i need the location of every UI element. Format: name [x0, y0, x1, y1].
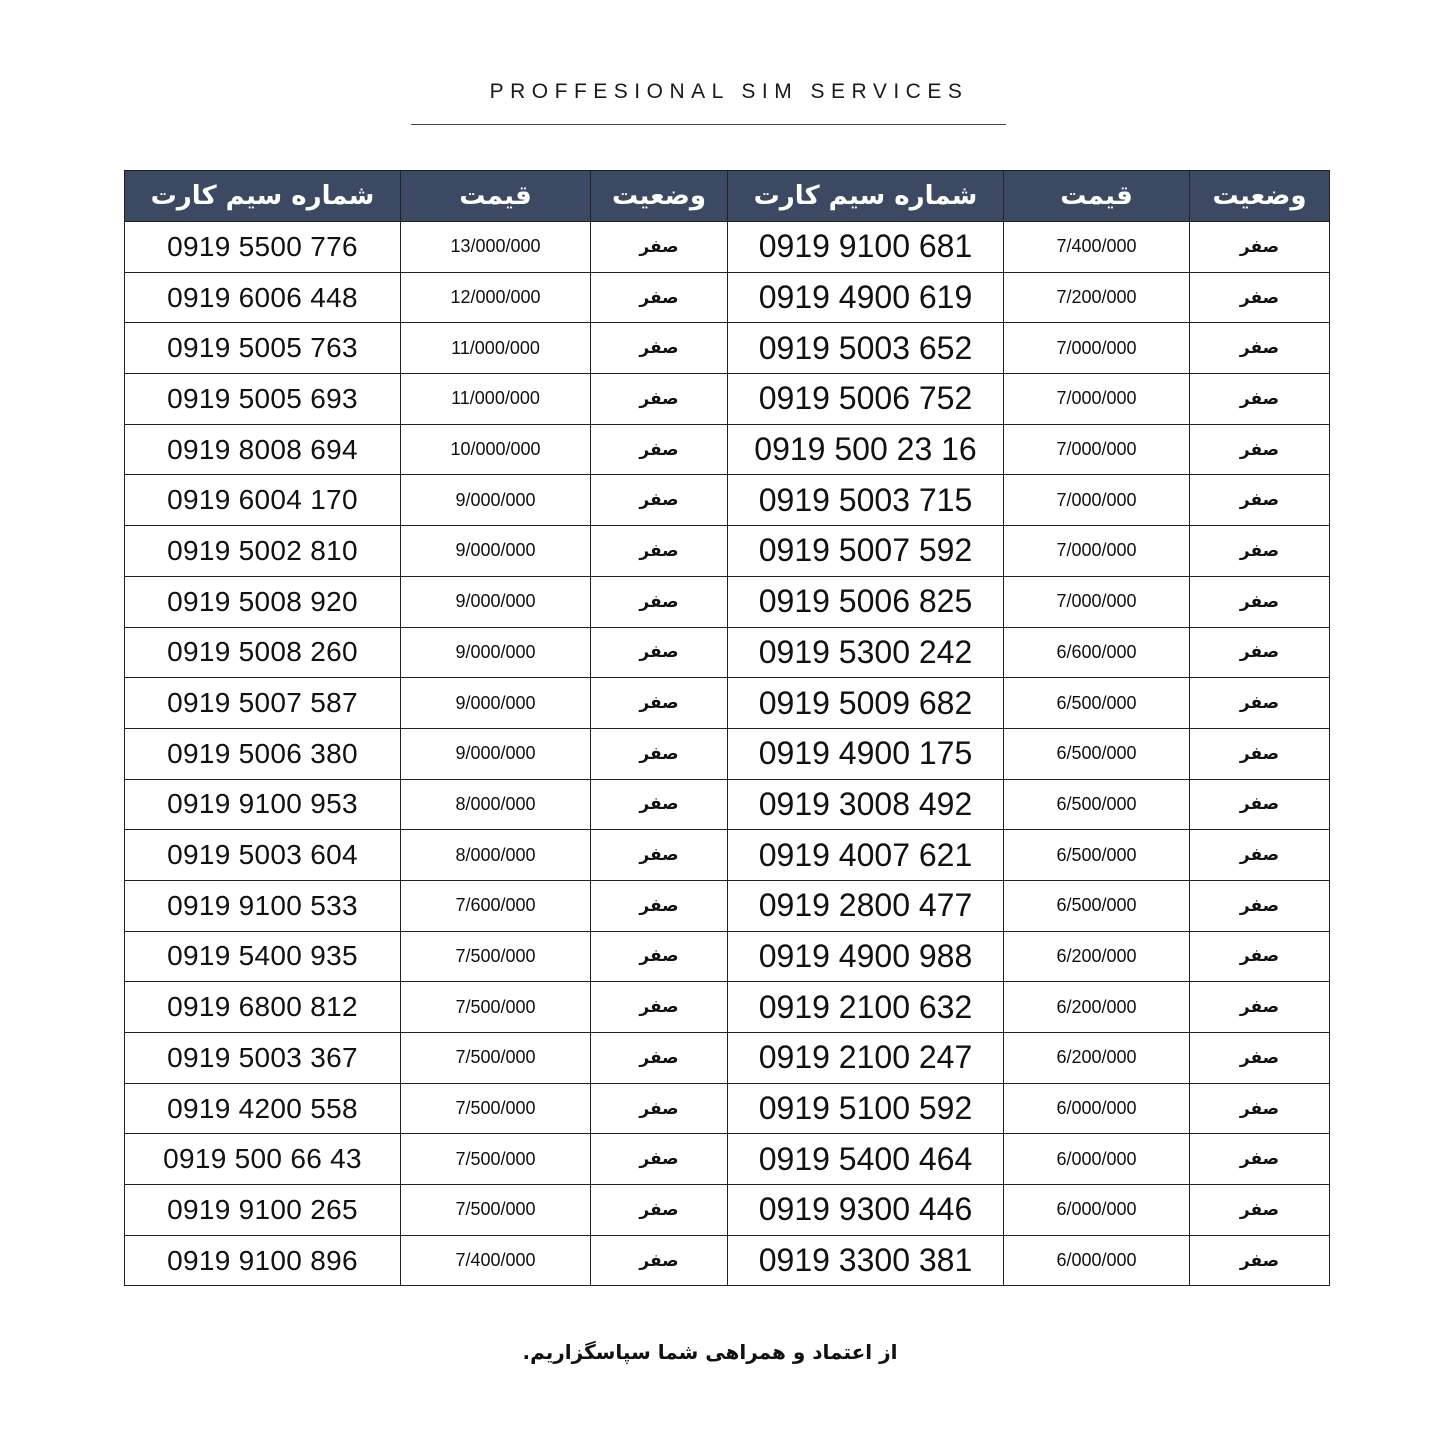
- sim-number-left: 0919 9100 265: [125, 1185, 401, 1236]
- table-row: [125, 1185, 1330, 1236]
- sim-number-left: 0919 9100 533: [125, 880, 401, 931]
- status-right: صفر: [1190, 678, 1330, 729]
- status-left: صفر: [591, 627, 728, 678]
- price-left: 7/500/000: [401, 1033, 591, 1084]
- status-right: صفر: [1190, 272, 1330, 323]
- price-left: 13/000/000: [401, 222, 591, 273]
- sim-number-right: 0919 4900 619: [728, 272, 1004, 323]
- status-right: صفر: [1190, 982, 1330, 1033]
- sim-number-left: 0919 6006 448: [125, 272, 401, 323]
- price-right: 6/000/000: [1004, 1235, 1190, 1286]
- price-left: 8/000/000: [401, 779, 591, 830]
- price-right: 7/400/000: [1004, 222, 1190, 273]
- table-row: [125, 222, 1330, 273]
- price-right: 7/000/000: [1004, 424, 1190, 475]
- status-left: صفر: [591, 323, 728, 374]
- table-row: [125, 1235, 1330, 1286]
- sim-number-right: 0919 5006 825: [728, 576, 1004, 627]
- table-row: [125, 830, 1330, 881]
- sim-number-left: 0919 5008 260: [125, 627, 401, 678]
- price-right: 7/000/000: [1004, 374, 1190, 425]
- sim-number-left: 0919 5003 367: [125, 1033, 401, 1084]
- sim-number-right: 0919 5003 715: [728, 475, 1004, 526]
- price-left: 11/000/000: [401, 323, 591, 374]
- status-left: صفر: [591, 374, 728, 425]
- header-status-right: وضعیت: [1190, 171, 1330, 222]
- sim-number-right: 0919 4900 175: [728, 728, 1004, 779]
- status-right: صفر: [1190, 1185, 1330, 1236]
- price-right: 6/600/000: [1004, 627, 1190, 678]
- sim-number-left: 0919 9100 953: [125, 779, 401, 830]
- sim-number-right: 0919 5400 464: [728, 1134, 1004, 1185]
- table-row: [125, 1033, 1330, 1084]
- table-row: [125, 931, 1330, 982]
- sim-number-left: 0919 6800 812: [125, 982, 401, 1033]
- sim-number-left: 0919 5500 776: [125, 222, 401, 273]
- sim-number-left: 0919 4200 558: [125, 1083, 401, 1134]
- price-right: 6/500/000: [1004, 728, 1190, 779]
- sim-number-right: 0919 9100 681: [728, 222, 1004, 273]
- sim-number-left: 0919 5008 920: [125, 576, 401, 627]
- sim-number-left: 0919 8008 694: [125, 424, 401, 475]
- sim-number-right: 0919 3300 381: [728, 1235, 1004, 1286]
- sim-number-left: 0919 5002 810: [125, 526, 401, 577]
- sim-number-left: 0919 5400 935: [125, 931, 401, 982]
- header-price-left: قیمت: [401, 171, 591, 222]
- price-right: 6/000/000: [1004, 1134, 1190, 1185]
- sim-number-left: 0919 5005 693: [125, 374, 401, 425]
- sim-number-right: 0919 2800 477: [728, 880, 1004, 931]
- table-row: [125, 374, 1330, 425]
- status-right: صفر: [1190, 374, 1330, 425]
- status-left: صفر: [591, 576, 728, 627]
- header-number-left: شماره سیم کارت: [125, 171, 401, 222]
- table-row: [125, 1134, 1330, 1185]
- sim-number-right: 0919 5007 592: [728, 526, 1004, 577]
- price-right: 6/000/000: [1004, 1185, 1190, 1236]
- status-left: صفر: [591, 475, 728, 526]
- price-left: 9/000/000: [401, 526, 591, 577]
- table-row: [125, 982, 1330, 1033]
- table-row: [125, 880, 1330, 931]
- price-left: 7/500/000: [401, 982, 591, 1033]
- status-right: صفر: [1190, 931, 1330, 982]
- status-right: صفر: [1190, 779, 1330, 830]
- status-left: صفر: [591, 678, 728, 729]
- price-left: 9/000/000: [401, 576, 591, 627]
- table-row: [125, 272, 1330, 323]
- status-left: صفر: [591, 272, 728, 323]
- header-number-right: شماره سیم کارت: [728, 171, 1004, 222]
- price-left: 7/500/000: [401, 1083, 591, 1134]
- sim-number-right: 0919 3008 492: [728, 779, 1004, 830]
- status-left: صفر: [591, 779, 728, 830]
- status-right: صفر: [1190, 323, 1330, 374]
- price-left: 9/000/000: [401, 627, 591, 678]
- price-left: 7/500/000: [401, 1185, 591, 1236]
- table-row: [125, 728, 1330, 779]
- status-left: صفر: [591, 526, 728, 577]
- thank-you-note: از اعتماد و همراهی شما سپاسگزاریم.: [522, 1340, 898, 1364]
- price-right: 6/500/000: [1004, 880, 1190, 931]
- sim-number-right: 0919 500 23 16: [728, 424, 1004, 475]
- price-right: 6/200/000: [1004, 931, 1190, 982]
- sim-number-left: 0919 9100 896: [125, 1235, 401, 1286]
- sim-number-right: 0919 5006 752: [728, 374, 1004, 425]
- table-row: [125, 678, 1330, 729]
- status-left: صفر: [591, 982, 728, 1033]
- status-left: صفر: [591, 880, 728, 931]
- price-left: 9/000/000: [401, 678, 591, 729]
- brand-title: PROFFESIONAL SIM SERVICES: [489, 80, 969, 103]
- status-right: صفر: [1190, 424, 1330, 475]
- status-left: صفر: [591, 1134, 728, 1185]
- table-row: [125, 424, 1330, 475]
- status-left: صفر: [591, 931, 728, 982]
- status-left: صفر: [591, 1083, 728, 1134]
- table-row: [125, 323, 1330, 374]
- sim-number-left: 0919 5006 380: [125, 728, 401, 779]
- sim-number-right: 0919 9300 446: [728, 1185, 1004, 1236]
- sim-number-right: 0919 5100 592: [728, 1083, 1004, 1134]
- header-status-left: وضعیت: [591, 171, 728, 222]
- table-row: [125, 475, 1330, 526]
- price-right: 7/000/000: [1004, 323, 1190, 374]
- status-left: صفر: [591, 728, 728, 779]
- status-right: صفر: [1190, 880, 1330, 931]
- sim-number-right: 0919 2100 632: [728, 982, 1004, 1033]
- sim-number-left: 0919 6004 170: [125, 475, 401, 526]
- price-right: 6/500/000: [1004, 779, 1190, 830]
- status-left: صفر: [591, 1235, 728, 1286]
- table-row: [125, 627, 1330, 678]
- price-right: 6/500/000: [1004, 678, 1190, 729]
- table-body: [125, 222, 1330, 1286]
- status-right: صفر: [1190, 1134, 1330, 1185]
- price-left: 12/000/000: [401, 272, 591, 323]
- table-row: [125, 526, 1330, 577]
- table-row: [125, 779, 1330, 830]
- price-left: 8/000/000: [401, 830, 591, 881]
- status-right: صفر: [1190, 627, 1330, 678]
- status-left: صفر: [591, 222, 728, 273]
- status-right: صفر: [1190, 576, 1330, 627]
- price-right: 7/000/000: [1004, 475, 1190, 526]
- price-right: 6/200/000: [1004, 1033, 1190, 1084]
- price-right: 6/000/000: [1004, 1083, 1190, 1134]
- price-left: 11/000/000: [401, 374, 591, 425]
- table-row: [125, 1083, 1330, 1134]
- sim-number-right: 0919 5009 682: [728, 678, 1004, 729]
- price-left: 7/400/000: [401, 1235, 591, 1286]
- status-right: صفر: [1190, 1235, 1330, 1286]
- table-header-row: [125, 171, 1330, 222]
- status-right: صفر: [1190, 1033, 1330, 1084]
- price-left: 7/500/000: [401, 931, 591, 982]
- status-left: صفر: [591, 424, 728, 475]
- price-left: 7/500/000: [401, 1134, 591, 1185]
- brand-underline: [411, 124, 1006, 125]
- price-left: 9/000/000: [401, 475, 591, 526]
- price-right: 7/200/000: [1004, 272, 1190, 323]
- sim-number-right: 0919 2100 247: [728, 1033, 1004, 1084]
- header-price-right: قیمت: [1004, 171, 1190, 222]
- table-row: [125, 576, 1330, 627]
- price-right: 6/200/000: [1004, 982, 1190, 1033]
- sim-number-left: 0919 5005 763: [125, 323, 401, 374]
- sim-number-right: 0919 5003 652: [728, 323, 1004, 374]
- price-left: 9/000/000: [401, 728, 591, 779]
- status-left: صفر: [591, 1185, 728, 1236]
- price-right: 6/500/000: [1004, 830, 1190, 881]
- status-right: صفر: [1190, 830, 1330, 881]
- sim-number-right: 0919 4900 988: [728, 931, 1004, 982]
- sim-number-right: 0919 4007 621: [728, 830, 1004, 881]
- price-left: 10/000/000: [401, 424, 591, 475]
- price-right: 7/000/000: [1004, 526, 1190, 577]
- sim-number-left: 0919 5007 587: [125, 678, 401, 729]
- price-left: 7/600/000: [401, 880, 591, 931]
- status-right: صفر: [1190, 526, 1330, 577]
- status-right: صفر: [1190, 475, 1330, 526]
- sim-number-right: 0919 5300 242: [728, 627, 1004, 678]
- status-right: صفر: [1190, 222, 1330, 273]
- sim-number-left: 0919 5003 604: [125, 830, 401, 881]
- price-right: 7/000/000: [1004, 576, 1190, 627]
- status-left: صفر: [591, 830, 728, 881]
- sim-price-table: [124, 170, 1330, 1286]
- status-right: صفر: [1190, 1083, 1330, 1134]
- sim-number-left: 0919 500 66 43: [125, 1134, 401, 1185]
- status-right: صفر: [1190, 728, 1330, 779]
- status-left: صفر: [591, 1033, 728, 1084]
